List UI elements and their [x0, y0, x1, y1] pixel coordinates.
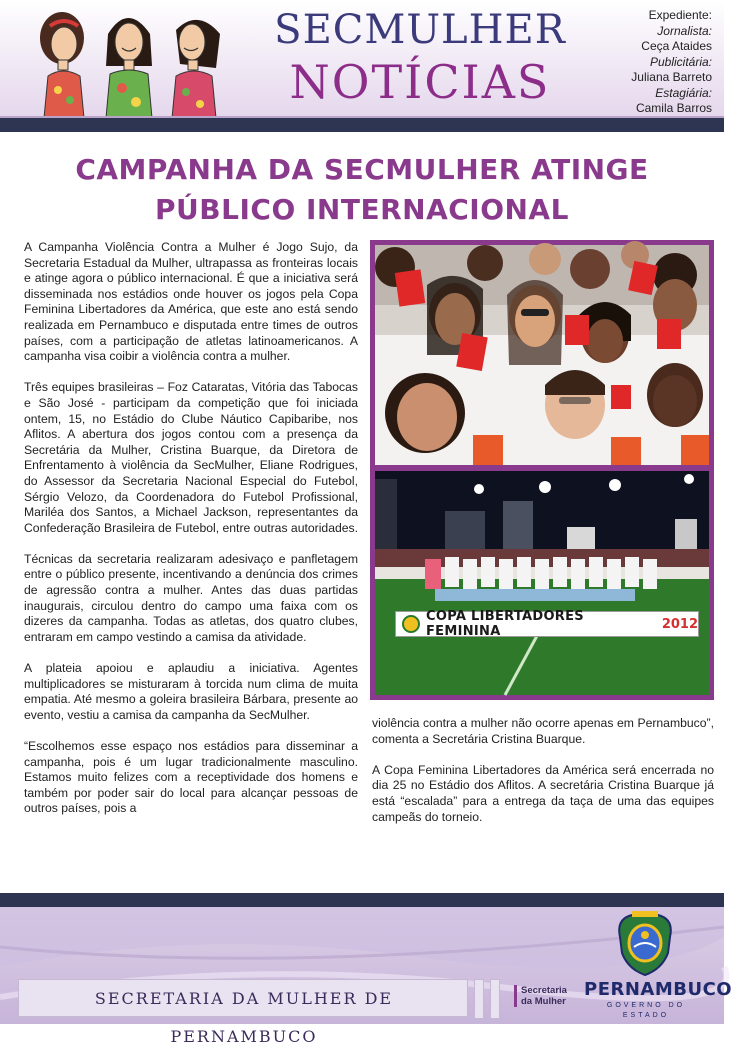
headline-line-2: PÚBLICO INTERNACIONAL [155, 193, 569, 226]
secmulher-logo [514, 985, 574, 1007]
pernambuco-government-logo [584, 979, 732, 1021]
article-paragraph: Três equipes brasileiras – Foz Cataratas, Vitória das Tabocas e São José - participam da competição que foi iniciada ontem, 15, no Estádio do Clube Náutico Capibaribe, nos Aflitos. A abertura dos jogos contou com a presença da Secretária da Mulher, Cristina Buarque, da Diretora de Enfrentamento à violência da SecMulher, Eliane Rodrigues, do Assessor da Secretaria Nacional Especial do Futebol, Sérgio Velozo, da Coordenadora do Futebol Profissional, Mariléa dos Santos, a Michael Jackson, representantes da Confederação Brasileira de Futebol, entre outras autoridades. [24, 380, 359, 535]
article-paragraph: A plateia apoiou e aplaudiu a iniciativa. Agentes multiplicadores se misturaram à torcida num clima de muita empatia. Até mesmo a goleira brasileira Bárbara, presente ao evento, vestiu a camisa da campanha da SecMulher. [24, 661, 358, 722]
brand-title-top: SECMULHER [274, 7, 566, 53]
copa-banner-year: 2012 [661, 616, 698, 632]
expediente-title: Expediente: [648, 8, 712, 22]
article-paragraph: A Copa Feminina Libertadores da América será encerrada no dia 25 no Estádio dos Aflitos. A secretária Cristina Buarque já está “escalada” para a entrega da taça de uma das equipes campeãs do torneio. [372, 762, 714, 824]
article-column-right [372, 716, 714, 841]
footer-secretaria-box [18, 979, 468, 1046]
woman-figure-left [40, 12, 84, 118]
credit-role: Publicitária: [649, 54, 712, 69]
newsletter-header [0, 0, 724, 120]
women-illustration [30, 4, 230, 118]
article-paragraph: “Escolhemos esse espaço nos estádios para disseminar a campanha, pois é um lugar tradicionalmente masculino. Estamos muito felizes com a receptividade dos homens e também por poder sair do local para alcançar pessoas de outros países, pois a [24, 739, 358, 816]
credit-role: Jornalista: [657, 23, 712, 38]
photo-stadium-teams [370, 466, 714, 700]
copa-banner [395, 611, 699, 637]
credit-name: Ceça Ataides [641, 39, 712, 53]
gov-name: PERNAMBUCO [584, 979, 732, 1000]
secmulher-logo-line1: Secretaria [521, 985, 567, 996]
footer-divider-bar [490, 979, 500, 1019]
credit-name: Camila Barros [635, 101, 712, 115]
secmulher-logo-line2: da Mulher [521, 996, 566, 1007]
article-paragraph: violência contra a mulher não ocorre apenas em Pernambuco”, comenta a Secretária Cristina Buarque. [372, 716, 714, 746]
photo-stadium-image [375, 471, 709, 695]
article-paragraph: A Campanha Violência Contra a Mulher é Jogo Sujo, da Secretaria Estadual da Mulher, ultrapassa as fronteiras locais e atinge agora o público internacional. É que a iniciativa será disseminada nos estádios onde houver os jogos pela Copa Feminina Libertadores da América, que este ano está sendo realizada em Pernambuco e disputada entre times de outros países, com a participação de atletas latinoamericanos. A campanha visa coibir a violência contra a mulher. [24, 240, 358, 364]
gov-subtitle: GOVERNO DO ESTADO [606, 1002, 686, 1019]
brand-title-bottom: NOTÍCIAS [289, 55, 551, 109]
footer-divider-bar [474, 979, 484, 1019]
footer-band [0, 893, 724, 907]
photo-campaign-women-image [375, 245, 709, 465]
photo-campaign-women [370, 240, 714, 470]
article-headline [20, 150, 704, 230]
newsletter-brand [270, 6, 570, 118]
copa-logo-icon [402, 615, 420, 633]
woman-figure-right [172, 20, 220, 118]
woman-figure-center [106, 18, 152, 118]
credit-role: Estagiária: [655, 85, 712, 100]
footer-secretaria-name: SECRETARIA DA MULHER DE PERNAMBUCO [94, 989, 394, 1046]
expediente-credits [582, 8, 712, 117]
header-band [0, 118, 724, 132]
copa-banner-text: COPA LIBERTADORES FEMININA [426, 609, 584, 639]
credit-name: Juliana Barreto [631, 70, 712, 84]
article-paragraph: Técnicas da secretaria realizaram adesivaço e panfletagem entre o público presente, incentivando a denúncia dos crimes de agressão contra a mulher. Antes das duas partidas inaugurais, circulou dentro do campo uma faixa com os dizeres da campanha. Todas as atletas, dos quatro clubes, entraram em campo vestindo a camisa da atividade. [24, 551, 358, 644]
newsletter-footer [0, 907, 732, 1046]
article-column-left [24, 240, 358, 833]
headline-line-1: CAMPANHA DA SECMULHER ATINGE [75, 153, 649, 186]
state-crest-icon [612, 909, 678, 979]
